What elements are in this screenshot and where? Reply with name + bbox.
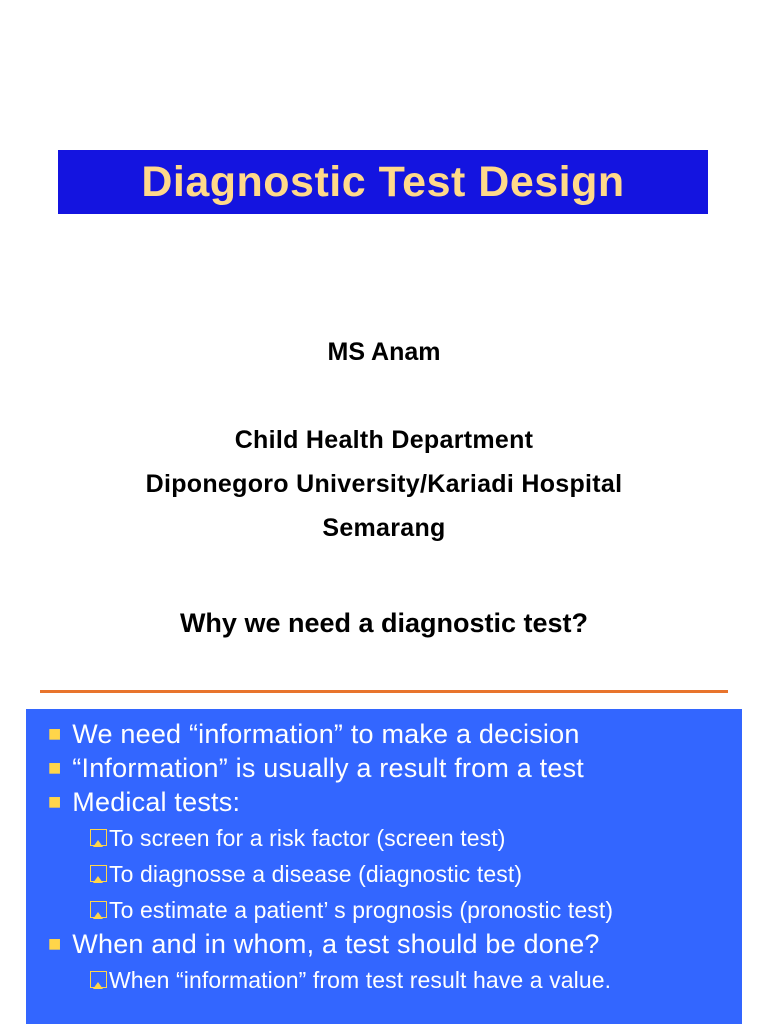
sub-list-item: [32, 821, 736, 855]
title-banner: [58, 150, 708, 214]
square-bullet-icon: ■: [48, 755, 62, 780]
square-bullet-icon: ■: [48, 931, 62, 956]
sub-list-item-label: To diagnosse a disease (diagnostic test): [109, 861, 523, 887]
sub-list-item-label: To screen for a risk factor (screen test): [109, 825, 506, 851]
list-item-label: When and in whom, a test should be done?: [72, 929, 600, 959]
spacer: [0, 374, 768, 418]
triangle-box-bullet-icon: [90, 865, 107, 882]
list-item: [32, 719, 736, 750]
sub-list-item: [32, 857, 736, 891]
sub-list-item-label: To estimate a patient’ s prognosis (pronostic test): [109, 897, 614, 923]
list-item-label: We need “information” to make a decision: [72, 719, 580, 749]
list-item-label: Medical tests:: [72, 787, 241, 817]
sub-list-item: [32, 963, 736, 997]
square-bullet-icon: ■: [48, 789, 62, 814]
bullet-list-box: [26, 709, 742, 1024]
triangle-box-bullet-icon: [90, 971, 107, 988]
author-block: [0, 330, 768, 550]
list-item-label: “Information” is usually a result from a test: [72, 753, 584, 783]
list-item: [32, 753, 736, 784]
slide-content: [0, 690, 768, 1024]
affiliation-line-3: Semarang: [322, 514, 446, 542]
square-bullet-icon: ■: [48, 721, 62, 746]
triangle-box-bullet-icon: [90, 901, 107, 918]
list-item: [32, 929, 736, 960]
triangle-box-bullet-icon: [90, 829, 107, 846]
affiliation-line-1: Child Health Department: [234, 426, 534, 454]
affiliation-line-2: Diponegoro University/Kariadi Hospital: [145, 470, 623, 498]
author-name: MS Anam: [327, 338, 441, 366]
sub-list-item-label: When “information” from test result have a value.: [109, 967, 612, 993]
section-heading: Why we need a diagnostic test?: [179, 608, 589, 638]
sub-list-item: [32, 893, 736, 927]
page-title: Diagnostic Test Design: [141, 157, 625, 206]
list-item: [32, 787, 736, 818]
divider: [40, 690, 728, 693]
